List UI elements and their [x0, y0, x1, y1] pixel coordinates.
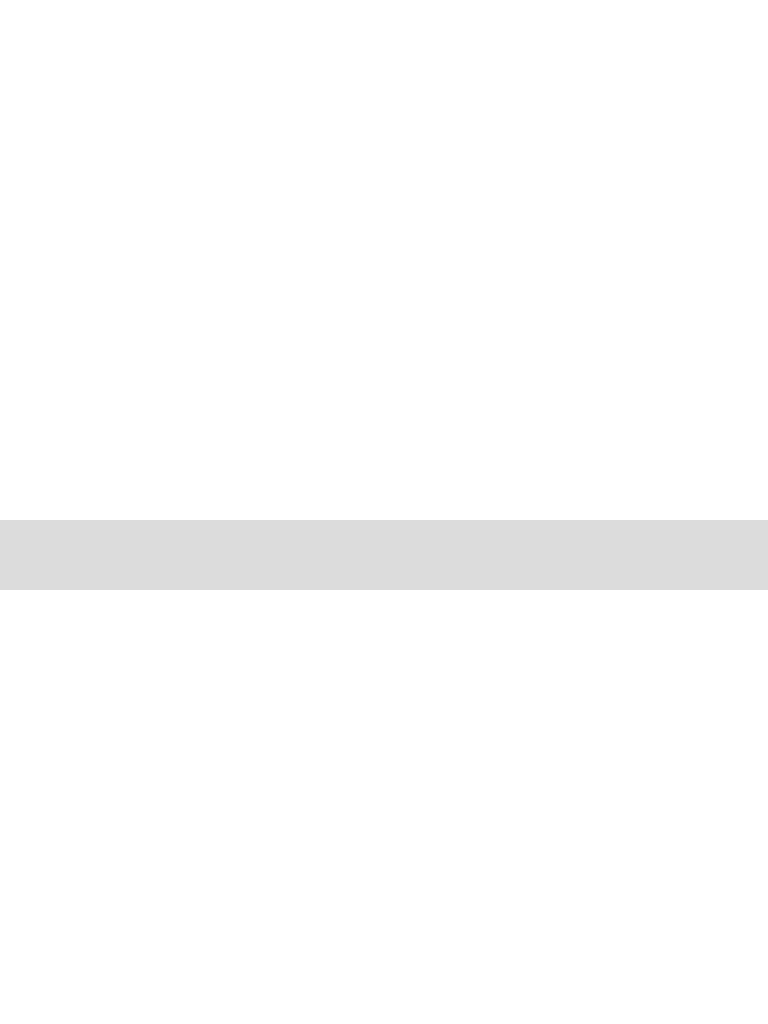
- page-2: [0, 590, 768, 1024]
